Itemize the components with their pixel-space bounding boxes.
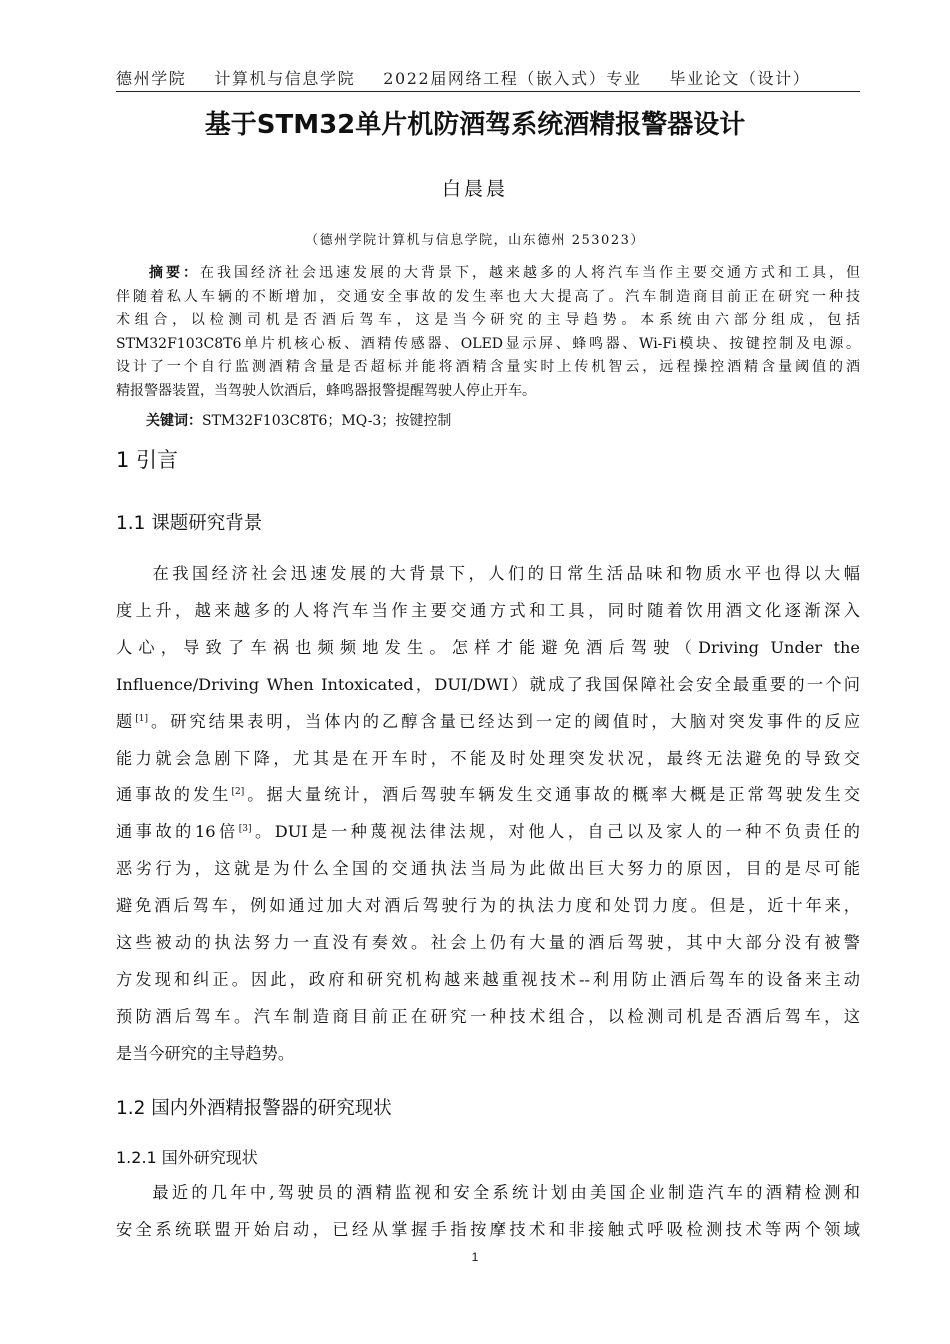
section-heading-1: 1 引言	[116, 448, 179, 472]
body-line	[116, 814, 860, 851]
keywords-text: STM32F103C8T6；MQ-3；按键控制	[202, 413, 452, 429]
body-line: 方发现和纠正。因此，政府和研究机构越来越重视技术--利用防止酒后驾车的设备来主动	[116, 969, 860, 989]
body-line: 安全系统联盟开始启动，已经从掌握手指按摩技术和非接触式呼吸检测技术等两个领域	[116, 1219, 860, 1239]
body-text-run: 题	[116, 711, 136, 731]
abstract-line: 伴随着私人车辆的不断增加，交通安全事故的发生率也大大提高了。汽车制造商目前正在研究一种技	[116, 288, 860, 305]
paper-title: 基于STM32单片机防酒驾系统酒精报警器设计	[204, 110, 746, 140]
abstract-line: 设计了一个自行监测酒精含量是否超标并能将酒精含量实时上传机智云，远程操控酒精含量阈值的酒	[116, 359, 860, 376]
keywords	[116, 410, 860, 434]
body-line: 在我国经济社会迅速发展的大背景下，人们的日常生活品味和物质水平也得以大幅	[149, 564, 860, 583]
body-line: 最近的几年中,驾驶员的酒精监视和安全系统计划由美国企业制造汽车的酒精检测和	[149, 1183, 860, 1202]
section-heading-1-2-1: 1.2.1 国外研究现状	[116, 1148, 258, 1167]
body-line	[116, 777, 860, 814]
citation-ref: [3]	[238, 824, 252, 835]
abstract-line: 在我国经济社会迅速发展的大背景下，越来越多的人将汽车当作主要交通方式和工具，但	[200, 265, 860, 281]
header-university: 德州学院	[116, 69, 187, 88]
body-line: 度上升，越来越多的人将汽车当作主要交通方式和工具，同时随着饮用酒文化逐渐深入	[116, 600, 860, 620]
citation-ref: [1]	[135, 713, 148, 724]
abstract-line: 术组合，以检测司机是否酒后驾车，这是当今研究的主导趋势。本系统由六部分组成，包括	[116, 312, 860, 329]
body-text-run: 。研究结果表明，当体内的乙醇含量已经达到一定的阈值时，大脑对突发事件的反应	[148, 711, 861, 731]
author-affiliation: （德州学院计算机与信息学院，山东德州 253023）	[305, 233, 645, 248]
abstract	[116, 262, 860, 404]
citation-ref: [2]	[231, 787, 245, 798]
body-text-run: 。DUI是一种蔑视法律法规，对他人，自己以及家人的一种不负责任的	[251, 822, 860, 842]
header-doc-type: 毕业论文（设计）	[669, 69, 811, 88]
header-major: 2022届网络工程（嵌入式）专业	[383, 69, 642, 88]
body-text-run: 通事故的16倍	[116, 822, 239, 842]
body-line	[116, 704, 860, 741]
body-line: 避免酒后驾车，例如通过加大对酒后驾驶行为的执法力度和处罚力度。但是，近十年来，	[116, 896, 860, 916]
abstract-line: STM32F103C8T6单片机核心板、酒精传感器、OLED显示屏、蜂鸣器、Wi-Fi模块、按键控制及电源。	[116, 335, 860, 352]
section-heading-1-2: 1.2 国内外酒精报警器的研究现状	[116, 1098, 392, 1119]
body-text-run: 。据大量统计，酒后驾驶车辆发生交通事故的概率大概是正常驾驶发生交	[244, 785, 861, 805]
abstract-line: 精报警器装置，当驾驶人饮酒后，蜂鸣器报警提醒驾驶人停止开车。	[116, 382, 536, 399]
body-line: 预防酒后驾车。汽车制造商目前正在研究一种技术组合，以检测司机是否酒后驾车，这	[116, 1006, 860, 1026]
header-rule	[116, 91, 860, 92]
body-line: 这些被动的执法努力一直没有奏效。社会上仍有大量的酒后驾驶，其中大部分没有被警	[116, 933, 860, 953]
body-line: 人心，导致了车祸也频频地发生。怎样才能避免酒后驾驶（Driving Under the	[116, 637, 860, 657]
section-heading-1-1: 1.1 课题研究背景	[116, 513, 263, 534]
running-header	[116, 66, 860, 89]
paragraph-foreign-research	[116, 1175, 860, 1255]
paragraph-background	[116, 556, 860, 1073]
body-line: 是当今研究的主导趋势。	[116, 1043, 295, 1063]
abstract-label: 摘要：	[146, 265, 200, 281]
keywords-label: 关键词：	[146, 413, 202, 429]
author-name: 白晨晨	[441, 178, 508, 200]
header-college: 计算机与信息学院	[214, 69, 356, 88]
body-line: 能力就会急剧下降，尤其是在开车时，不能及时处理突发状况，最终无法避免的导致交	[116, 748, 860, 768]
body-line: Influence/Driving When Intoxicated，DUI/DWI）就成了我国保障社会安全最重要的一个问	[116, 674, 860, 694]
body-line: 恶劣行为，这就是为什么全国的交通执法当局为此做出巨大努力的原因，目的是尽可能	[116, 859, 860, 879]
body-text-run: 通事故的发生	[116, 785, 232, 805]
page-number: 1	[471, 1250, 479, 1264]
